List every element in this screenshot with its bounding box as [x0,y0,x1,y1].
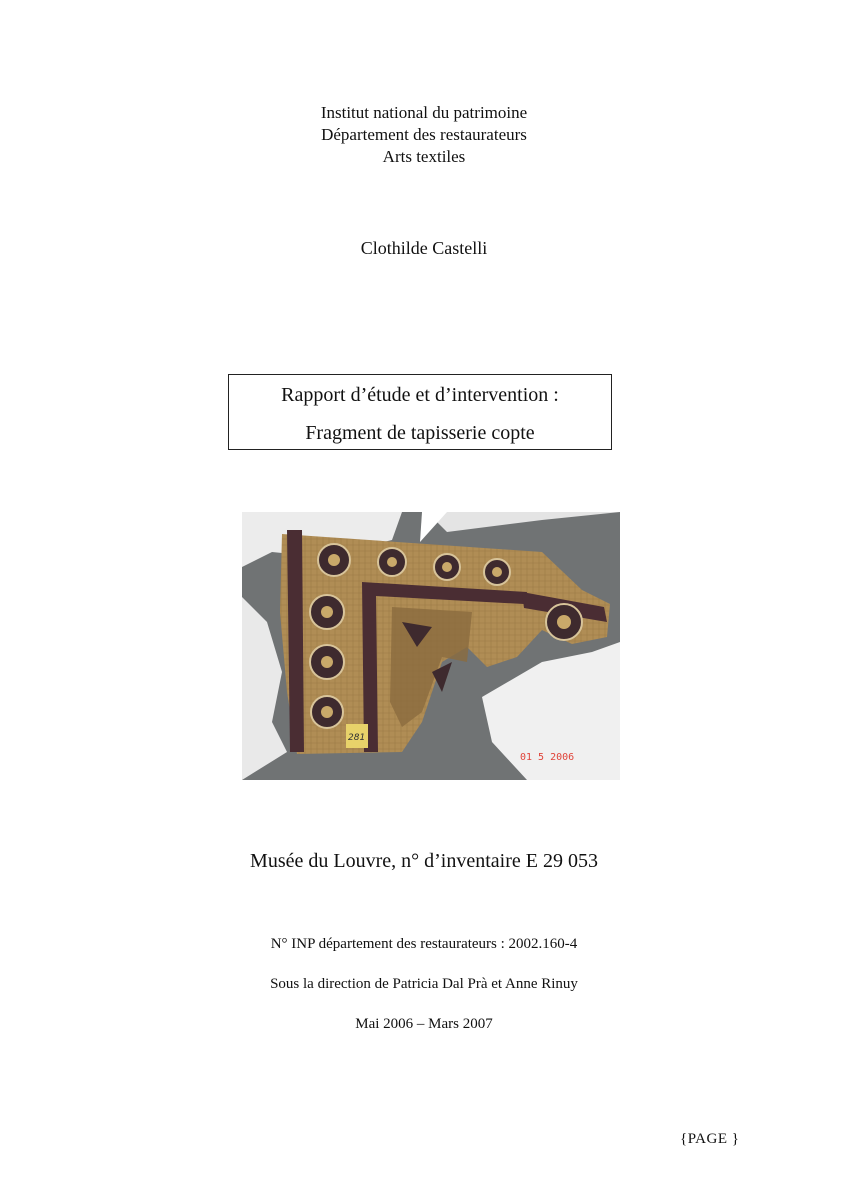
title-line-1: Rapport d’étude et d’intervention : [281,384,559,406]
title-line-2: Fragment de tapisserie copte [305,422,535,444]
textile-photo [242,512,620,780]
date-range: Mai 2006 – Mars 2007 [355,1016,493,1032]
author-name: Clothilde Castelli [360,238,488,258]
institution-name: Institut national du patrimoine [320,103,528,122]
page-number-field: {PAGE } [680,1131,740,1147]
inp-number: N° INP département des restaurateurs : 2002.160-4 [270,936,578,952]
museum-inventory: Musée du Louvre, n° d’inventaire E 29 053 [250,850,598,872]
department-name: Département des restaurateurs [321,125,527,144]
inventory-label: 281 [348,733,366,743]
header-block [0,102,848,168]
supervision: Sous la direction de Patricia Dal Prà et Anne Rinuy [270,976,578,992]
title-box [228,374,612,450]
specialty-name: Arts textiles [382,147,466,166]
date-stamp: 01 5 2006 [520,752,575,763]
